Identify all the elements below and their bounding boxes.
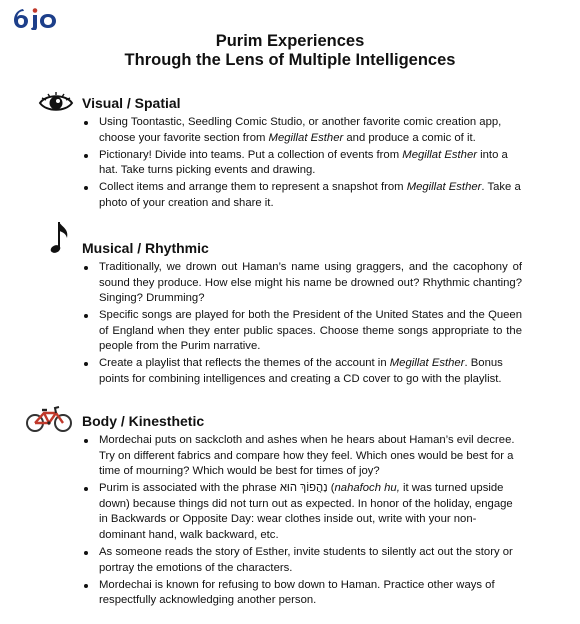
- list-item: Collect items and arrange them to represent a snapshot from Megillat Esther. Take a photo of your creation and share it.: [0, 180, 580, 211]
- bullet-list: [0, 433, 580, 609]
- list-item: Traditionally, we drown out Haman’s name using graggers, and the cacophony of sound they produce. How else might his name be drowned out? Rhythmic chanting? Singing? Drumming?: [0, 260, 580, 307]
- list-item: Purim is associated with the phrase נַהֲפוֹךְ הוּא (nahafoch hu, it was turned upside down) because things did not turn out as expected. In honor of the holiday, engage in Backwards or Opposite Day: wear clothes inside out, write with your non-dominant hand, walk backward, etc.: [0, 481, 580, 543]
- list-item: As someone reads the story of Esther, invite students to silently act out the story or portray the emotions of the characters.: [0, 545, 580, 576]
- list-item: Specific songs are played for both the President of the United States and the Queen of England when they enter public spaces. Choose theme songs appropriate to the people from the Purim narrative.: [0, 308, 580, 355]
- section-header: [0, 411, 580, 433]
- section-header: [0, 238, 580, 260]
- section-header: [0, 93, 580, 115]
- list-item: Create a playlist that reflects the themes of the account in Megillat Esther. Bonus points for combining intelligences and creating a CD cover to go with the playlist.: [0, 356, 580, 387]
- section-heading: Visual / Spatial: [82, 95, 181, 111]
- section-musical-rhythmic: [0, 238, 580, 389]
- bullet-list: [0, 115, 580, 211]
- section-heading: Body / Kinesthetic: [82, 413, 205, 429]
- section-body-kinesthetic: [0, 411, 580, 610]
- title-line-1: Purim Experiences: [215, 32, 365, 50]
- list-item: Mordechai puts on sackcloth and ashes when he hears about Haman’s evil decree. Try on different fabrics and compare how they feel. Which ones would be best for a time of mourning? Which would be best for times of joy?: [0, 433, 580, 480]
- logo-mark: [12, 6, 70, 30]
- brand-logo: [12, 6, 70, 35]
- section-heading: Musical / Rhythmic: [82, 240, 209, 256]
- section-visual-spatial: [0, 93, 580, 213]
- list-item: Pictionary! Divide into teams. Put a collection of events from Megillat Esther into a hat. Take turns picking events and drawing.: [0, 148, 580, 179]
- bullet-list: [0, 260, 580, 388]
- page-title: [0, 32, 580, 70]
- list-item: Using Toontastic, Seedling Comic Studio, or another favorite comic creation app, choose your favorite section from Megillat Esther and produce a comic of it.: [0, 115, 580, 146]
- list-item: Mordechai is known for refusing to bow down to Haman. Practice other ways of respectfully acknowledging another person.: [0, 578, 580, 609]
- music-note-icon: [50, 220, 72, 263]
- title-line-2: Through the Lens of Multiple Intelligences: [124, 51, 456, 69]
